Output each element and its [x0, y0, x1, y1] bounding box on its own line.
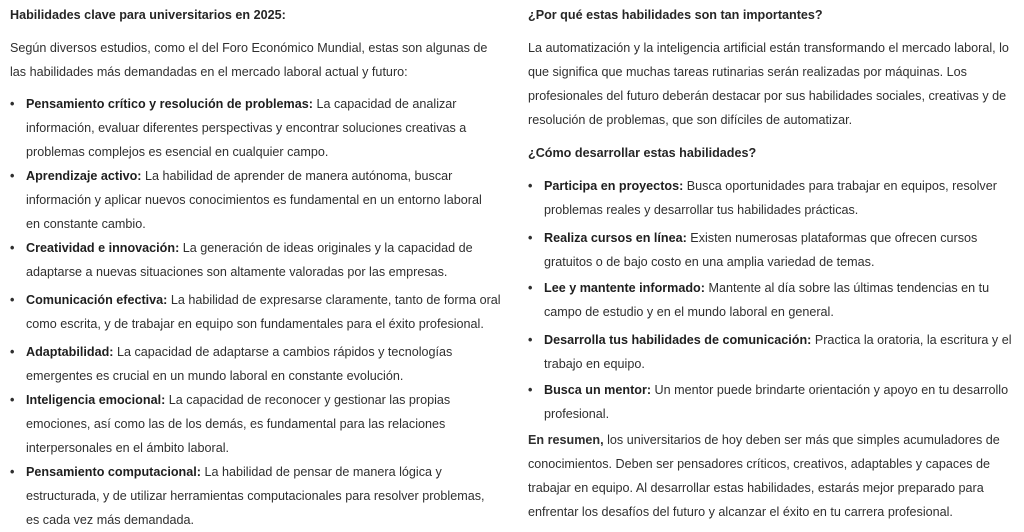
skill-text: emergentes es crucial en un mundo laboral en constante evolución.: [26, 369, 404, 383]
how-text: problemas reales y desarrollar tus habilidades prácticas.: [544, 203, 859, 217]
skill-text: información, evaluar diferentes perspectivas y encontrar soluciones creativas a: [26, 121, 467, 135]
why-line: que significa que muchas tareas rutinarias serán realizadas por máquinas. Los: [528, 65, 967, 79]
how-title: Lee y mantente informado:: [544, 281, 705, 295]
summary-paragraph: [528, 428, 1024, 524]
summary-line: conocimientos. Deben ser pensadores críticos, creativos, adaptables y capaces de: [528, 457, 991, 471]
intro-line: las habilidades más demandadas en el mercado laboral actual y futuro:: [10, 65, 408, 79]
bullet-icon: •: [10, 465, 15, 479]
skill-title: Aprendizaje activo:: [26, 169, 142, 183]
how-item-mentor: [528, 378, 1024, 426]
skill-text: estructurada, y de utilizar herramientas computacionales para resolver problemas,: [26, 489, 485, 503]
skill-text: como escrita, y de trabajar en equipo son fundamentales para el éxito profesional.: [26, 317, 484, 331]
skill-title: Pensamiento computacional:: [26, 465, 201, 479]
bullet-icon: •: [10, 241, 15, 255]
how-title: Realiza cursos en línea:: [544, 231, 687, 245]
skill-title: Comunicación efectiva:: [26, 293, 168, 307]
skill-item-adaptability: [10, 340, 518, 388]
how-text: campo de estudio y en el mundo laboral en general.: [544, 305, 834, 319]
right-column: [528, 0, 1024, 525]
how-text: Practica la oratoria, la escritura y el: [811, 333, 1012, 347]
how-text: Busca oportunidades para trabajar en equipos, resolver: [683, 179, 997, 193]
skill-title: Adaptabilidad:: [26, 345, 114, 359]
bullet-icon: •: [10, 345, 15, 359]
how-item-projects: [528, 174, 1024, 222]
bullet-icon: •: [528, 383, 533, 397]
skill-text: La capacidad de reconocer y gestionar las propias: [165, 393, 451, 407]
how-item-communication: [528, 328, 1024, 376]
how-text: profesional.: [544, 407, 610, 421]
intro-paragraph: [10, 36, 502, 84]
how-text: gratuitos o de bajo costo en una amplia variedad de temas.: [544, 255, 875, 269]
why-line: La automatización y la inteligencia artificial están transformando el mercado laboral, lo: [528, 41, 1009, 55]
skill-title: Creatividad e innovación:: [26, 241, 180, 255]
skill-item-communication: [10, 288, 518, 336]
how-title: Desarrolla tus habilidades de comunicación:: [544, 333, 812, 347]
skill-text: interpersonales en el ámbito laboral.: [26, 441, 230, 455]
why-heading: ¿Por qué estas habilidades son tan importantes?: [528, 8, 823, 22]
skill-text: La habilidad de expresarse claramente, tanto de forma oral: [167, 293, 501, 307]
skill-text: adaptarse a nuevas situaciones son altamente valoradas por las empresas.: [26, 265, 448, 279]
skill-item-creativity: [10, 236, 518, 284]
summary-line: los universitarios de hoy deben ser más que simples acumuladores de: [603, 433, 1000, 447]
skill-text: información y aplicar nuevos conocimientos es fundamental en un entorno laboral: [26, 193, 482, 207]
skill-text: problemas complejos es esencial en cualquier campo.: [26, 145, 329, 159]
bullet-icon: •: [10, 97, 15, 111]
skill-item-computational-thinking: [10, 460, 518, 532]
how-title: Busca un mentor:: [544, 383, 652, 397]
skill-item-emotional-intelligence: [10, 388, 518, 460]
skill-item-active-learning: [10, 164, 518, 236]
summary-line: enfrentar los desafíos del futuro y alcanzar el éxito en tu carrera profesional.: [528, 505, 953, 519]
why-line: resolución de problemas, que son difíciles de automatizar.: [528, 113, 853, 127]
skill-text: en constante cambio.: [26, 217, 146, 231]
bullet-icon: •: [10, 293, 15, 307]
how-text: Mantente al día sobre las últimas tendencias en tu: [704, 281, 990, 295]
skill-title: Inteligencia emocional:: [26, 393, 166, 407]
how-text: Existen numerosas plataformas que ofrecen cursos: [686, 231, 978, 245]
how-text: trabajo en equipo.: [544, 357, 645, 371]
skill-text: La habilidad de aprender de manera autónoma, buscar: [141, 169, 453, 183]
skill-title: Pensamiento crítico y resolución de problemas:: [26, 97, 313, 111]
bullet-icon: •: [528, 281, 533, 295]
how-title: Participa en proyectos:: [544, 179, 684, 193]
why-paragraph: [528, 36, 1024, 132]
summary-lead: En resumen,: [528, 433, 604, 447]
skill-text: La habilidad de pensar de manera lógica y: [200, 465, 442, 479]
bullet-icon: •: [10, 393, 15, 407]
skill-text: La generación de ideas originales y la capacidad de: [179, 241, 473, 255]
bullet-icon: •: [10, 169, 15, 183]
bullet-icon: •: [528, 179, 533, 193]
intro-line: Según diversos estudios, como el del Foro Económico Mundial, estas son algunas de: [10, 41, 488, 55]
skill-text: es cada vez más demandada.: [26, 513, 195, 527]
skill-text: emociones, así como las de los demás, es fundamental para las relaciones: [26, 417, 446, 431]
bullet-icon: •: [528, 231, 533, 245]
skill-text: La capacidad de adaptarse a cambios rápidos y tecnologías: [113, 345, 453, 359]
how-item-online-courses: [528, 226, 1024, 274]
how-heading: ¿Cómo desarrollar estas habilidades?: [528, 146, 757, 160]
skill-item-critical-thinking: [10, 92, 518, 164]
how-text: Un mentor puede brindarte orientación y apoyo en tu desarrollo: [651, 383, 1009, 397]
skill-text: La capacidad de analizar: [312, 97, 457, 111]
summary-line: trabajar en equipo. Al desarrollar estas habilidades, estarás mejor preparado para: [528, 481, 984, 495]
why-line: profesionales del futuro deberán destacar por sus habilidades sociales, creativas y de: [528, 89, 1007, 103]
skills-heading: Habilidades clave para universitarios en 2025:: [10, 8, 286, 22]
how-item-stay-informed: [528, 276, 1024, 324]
bullet-icon: •: [528, 333, 533, 347]
